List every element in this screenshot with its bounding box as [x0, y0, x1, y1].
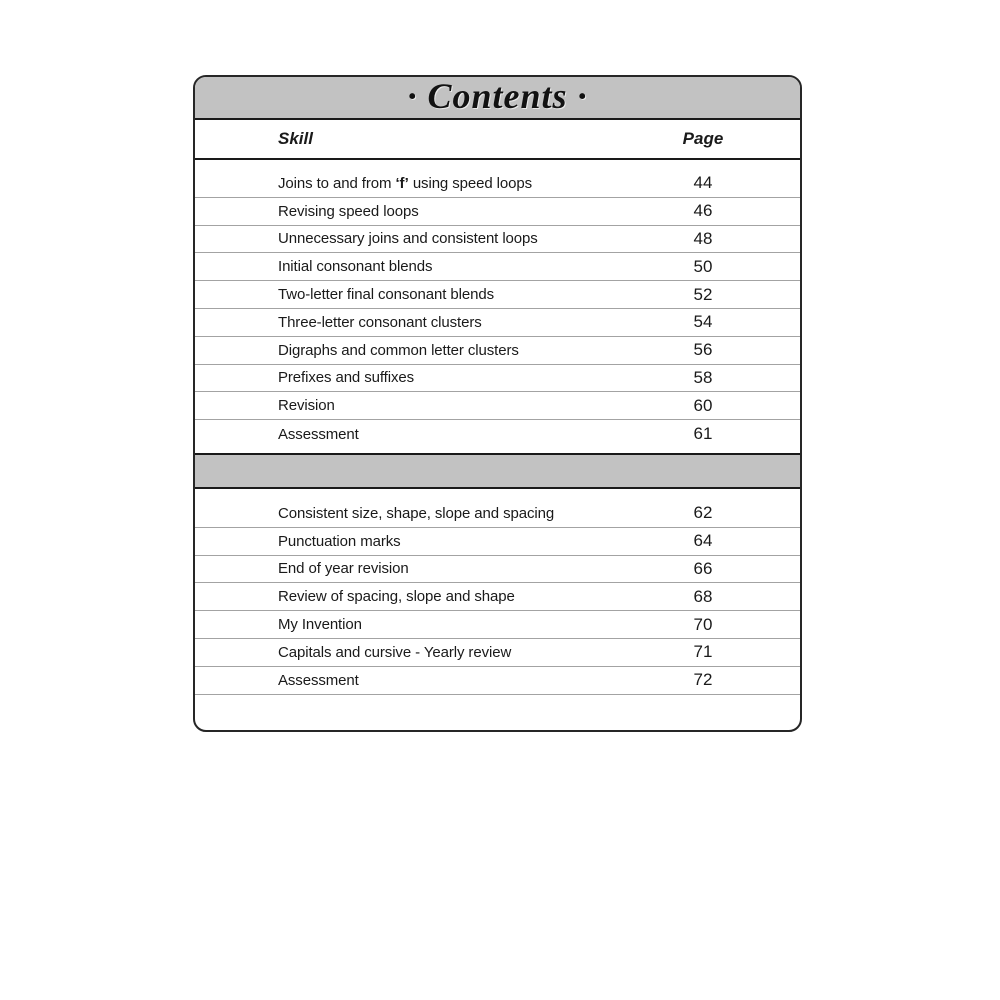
- toc-row-skill: Digraphs and common letter clusters: [278, 341, 519, 359]
- toc-row: [195, 309, 800, 337]
- toc-row-page: 56: [693, 340, 713, 360]
- toc-row: [195, 639, 800, 667]
- toc-row-skill: Revision: [278, 397, 335, 415]
- toc-row-skill: Assessment: [278, 671, 359, 689]
- contents-header-band: [195, 77, 800, 120]
- column-header-page: Page: [682, 129, 724, 148]
- toc-row-page: 66: [693, 558, 713, 578]
- toc-row: [195, 226, 800, 254]
- column-header-row: [195, 120, 800, 160]
- toc-row-page: 61: [693, 424, 713, 444]
- section-divider-band: [195, 453, 800, 489]
- toc-row-page: 62: [693, 503, 713, 523]
- contents-card: [193, 75, 802, 732]
- toc-row-page: 64: [693, 531, 713, 551]
- toc-row: [195, 420, 800, 448]
- toc-row-page: 48: [693, 228, 713, 248]
- column-header-skill: Skill: [278, 129, 313, 148]
- toc-row-skill: Review of spacing, slope and shape: [278, 588, 515, 606]
- toc-row: [195, 611, 800, 639]
- toc-row-page: 50: [693, 256, 713, 276]
- toc-section-2: [195, 500, 800, 695]
- section-top-spacer: [195, 160, 800, 170]
- toc-row-page: 70: [693, 614, 713, 634]
- toc-row-page: 54: [693, 312, 713, 332]
- toc-row: [195, 198, 800, 226]
- toc-row-page: 71: [693, 642, 713, 662]
- toc-row: [195, 337, 800, 365]
- toc-row: [195, 392, 800, 420]
- toc-row: [195, 667, 800, 695]
- toc-row-skill: Assessment: [278, 425, 359, 443]
- toc-row-skill: Unnecessary joins and consistent loops: [278, 230, 538, 248]
- toc-row-skill: Consistent size, shape, slope and spacing: [278, 504, 555, 522]
- toc-row-skill: Punctuation marks: [278, 532, 401, 550]
- toc-row-skill: Capitals and cursive - Yearly review: [278, 643, 512, 661]
- toc-row-page: 60: [693, 395, 713, 415]
- toc-row: [195, 556, 800, 584]
- toc-row-skill: End of year revision: [278, 560, 409, 578]
- toc-row-page: 44: [693, 173, 713, 193]
- toc-row: [195, 365, 800, 393]
- toc-row-page: 58: [693, 367, 713, 387]
- toc-row: [195, 583, 800, 611]
- toc-row-skill: Three-letter consonant clusters: [278, 313, 482, 331]
- toc-section-1: [195, 160, 800, 448]
- contents-title: · Contents ·: [407, 75, 588, 116]
- toc-row: [195, 253, 800, 281]
- toc-row-page: 46: [693, 201, 713, 221]
- toc-row: [195, 528, 800, 556]
- toc-row-page: 52: [693, 284, 713, 304]
- toc-row-skill: Revising speed loops: [278, 202, 419, 220]
- toc-row-page: 68: [693, 586, 713, 606]
- toc-row: [195, 500, 800, 528]
- toc-row: [195, 281, 800, 309]
- post-divider-gap: [195, 489, 800, 500]
- toc-row-page: 72: [693, 670, 713, 690]
- toc-row: [195, 170, 800, 198]
- toc-row-skill: Initial consonant blends: [278, 258, 433, 276]
- toc-row-skill: My Invention: [278, 616, 362, 634]
- toc-row-skill: Prefixes and suffixes: [278, 369, 415, 387]
- toc-row-skill: Two-letter final consonant blends: [278, 286, 494, 304]
- toc-row-skill: Joins to and from ‘f’ using speed loops: [278, 174, 533, 192]
